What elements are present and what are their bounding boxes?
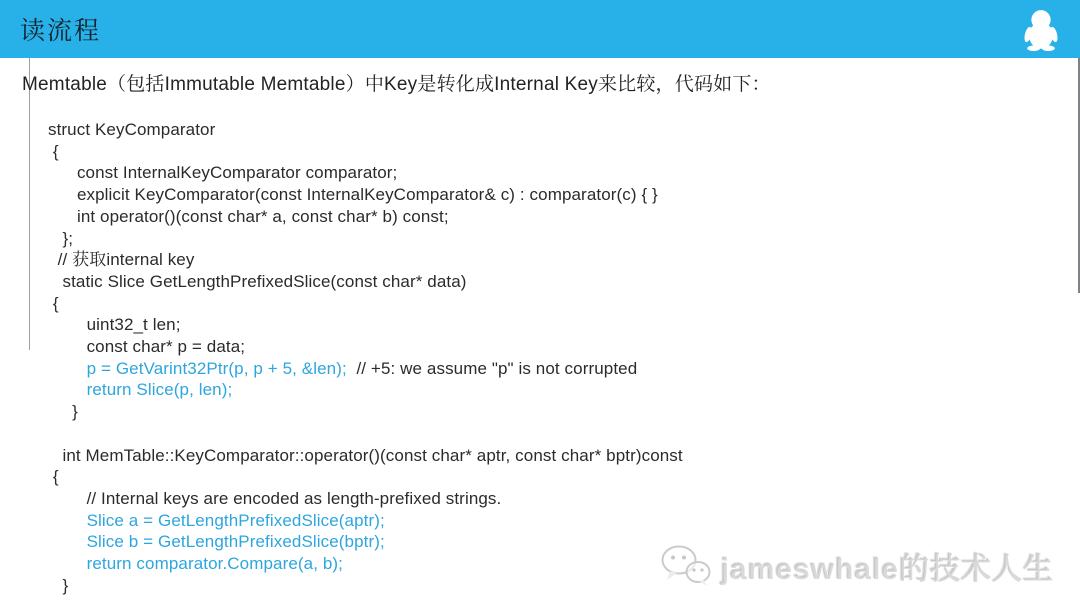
- code-line: [48, 314, 683, 336]
- code-line: [48, 249, 683, 271]
- code-segment: Slice a = GetLengthPrefixedSlice(aptr);: [86, 510, 385, 530]
- code-line: [48, 119, 683, 141]
- code-line: [48, 358, 683, 380]
- code-line: [48, 379, 683, 401]
- code-segment: [48, 554, 87, 573]
- code-segment: // Internal keys are encoded as length-prefixed strings.: [48, 488, 502, 508]
- code-segment: [48, 359, 87, 378]
- code-segment: }: [48, 575, 69, 595]
- code-line: [48, 162, 683, 184]
- code-segment: const InternalKeyComparator comparator;: [48, 163, 398, 183]
- code-line: [48, 510, 683, 532]
- code-segment: [48, 424, 53, 443]
- code-segment: // +5: we assume "p" is not corrupted: [346, 358, 638, 378]
- intro-text: Memtable（包括Immutable Memtable）中Key是转化成Internal Key来比较，代码如下：: [22, 74, 771, 95]
- code-segment: p = GetVarint32Ptr(p, p + 5, &len);: [86, 358, 347, 378]
- code-segment: return comparator.Compare(a, b);: [86, 554, 344, 574]
- code-line: [48, 271, 683, 293]
- code-line: [48, 445, 683, 467]
- code-segment: const char* p = data;: [48, 337, 246, 357]
- wechat-icon: [658, 543, 712, 589]
- code-line: [48, 336, 683, 358]
- qq-penguin-icon: [1018, 5, 1064, 53]
- code-block: [48, 119, 683, 596]
- code-segment: explicit KeyComparator(const InternalKeyComparator& c) : comparator(c) { }: [48, 185, 658, 205]
- title-bar: [0, 0, 1080, 58]
- code-line: [48, 293, 683, 315]
- code-line: [48, 488, 683, 510]
- code-line: [48, 575, 683, 597]
- code-line: [48, 228, 683, 250]
- code-segment: return Slice(p, len);: [86, 380, 233, 400]
- code-segment: }: [48, 402, 78, 422]
- code-line: [48, 531, 683, 553]
- code-segment: static Slice GetLengthPrefixedSlice(const char* data): [48, 271, 467, 291]
- code-line: [48, 141, 683, 163]
- code-line: [48, 466, 683, 488]
- code-line: [48, 184, 683, 206]
- code-line: [48, 423, 683, 445]
- code-segment: };: [48, 228, 74, 248]
- code-segment: [48, 511, 87, 530]
- code-segment: int operator()(const char* a, const char* b) const;: [48, 206, 449, 226]
- code-segment: struct KeyComparator: [48, 120, 216, 139]
- code-line: [48, 401, 683, 423]
- watermark-text: jameswhale的技术人生: [720, 553, 1054, 586]
- code-segment: {: [48, 293, 59, 313]
- watermark: [658, 543, 1054, 589]
- page-title: 读流程: [20, 17, 102, 45]
- code-segment: Slice b = GetLengthPrefixedSlice(bptr);: [86, 532, 385, 552]
- code-segment: [48, 532, 87, 551]
- code-segment: {: [48, 467, 59, 487]
- code-line: [48, 553, 683, 575]
- code-segment: {: [48, 141, 59, 161]
- code-line: [48, 206, 683, 228]
- code-segment: int MemTable::KeyComparator::operator()(const char* aptr, const char* bptr)const: [48, 445, 683, 465]
- left-border-line: [29, 58, 30, 350]
- code-segment: uint32_t len;: [48, 315, 181, 335]
- code-segment: [48, 380, 87, 399]
- code-segment: // 获取internal key: [48, 250, 195, 270]
